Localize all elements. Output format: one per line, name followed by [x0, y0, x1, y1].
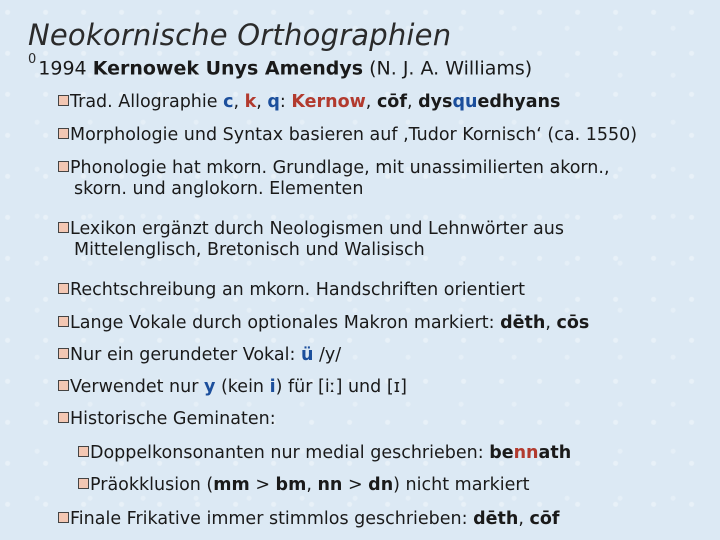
list-item-lexikon: Lexikon ergänzt durch Neologismen und Lehnwörter aus Mittelenglisch, Bretonisch und Walisisch	[58, 219, 564, 261]
subtitle-author: (N. J. A. Williams)	[369, 57, 533, 80]
list-item-doppelkonsonanten: Doppelkonsonanten nur medial geschrieben: bennath	[78, 443, 571, 464]
bullet-icon	[58, 95, 69, 106]
list-item-trad: Trad. Allographie c, k, q: Kernow, cōf, dysquedhyans	[58, 92, 560, 113]
bullet-icon	[58, 161, 69, 172]
list-item-lange-vokale: Lange Vokale durch optionales Makron markiert: dēth, cōs	[58, 313, 589, 334]
bullet-icon	[58, 128, 69, 139]
list-item-gerundet: Nur ein gerundeter Vokal: ü /y/	[58, 345, 341, 366]
bullet-icon	[58, 316, 69, 327]
bullet-icon	[58, 512, 69, 523]
subtitle	[28, 52, 533, 80]
list-item-rechtschreibung: Rechtschreibung an mkorn. Handschriften orientiert	[58, 280, 525, 301]
bullet-icon	[58, 348, 69, 359]
slide-title: Neokornische Orthographien	[28, 18, 452, 52]
bullet-icon	[58, 283, 69, 294]
list-item-praeokklusion: Präokklusion (mm > bm, nn > dn) nicht markiert	[78, 475, 529, 496]
bullet-icon	[58, 412, 69, 423]
subtitle-name: Kernowek Unys Amendys	[92, 57, 364, 80]
list-item-phon: Phonologie hat mkorn. Grundlage, mit unassimilierten akorn., skorn. und anglokorn. Elementen	[58, 158, 610, 200]
list-item-geminaten: Historische Geminaten:	[58, 409, 276, 430]
bullet-icon	[78, 478, 89, 489]
bullet-icon	[58, 222, 69, 233]
list-item-verwendet: Verwendet nur y (kein i) für [iː] und [ɪ]	[58, 377, 407, 398]
list-item-morph: Morphologie und Syntax basieren auf ‚Tudor Kornisch‘ (ca. 1550)	[58, 125, 637, 146]
list-item-finale-frikative: Finale Frikative immer stimmlos geschrieben: dēth, cōf	[58, 509, 559, 530]
bullet-icon	[58, 380, 69, 391]
subtitle-number: 0	[28, 52, 37, 67]
subtitle-year: 1994	[38, 57, 87, 80]
bullet-icon	[78, 446, 89, 457]
